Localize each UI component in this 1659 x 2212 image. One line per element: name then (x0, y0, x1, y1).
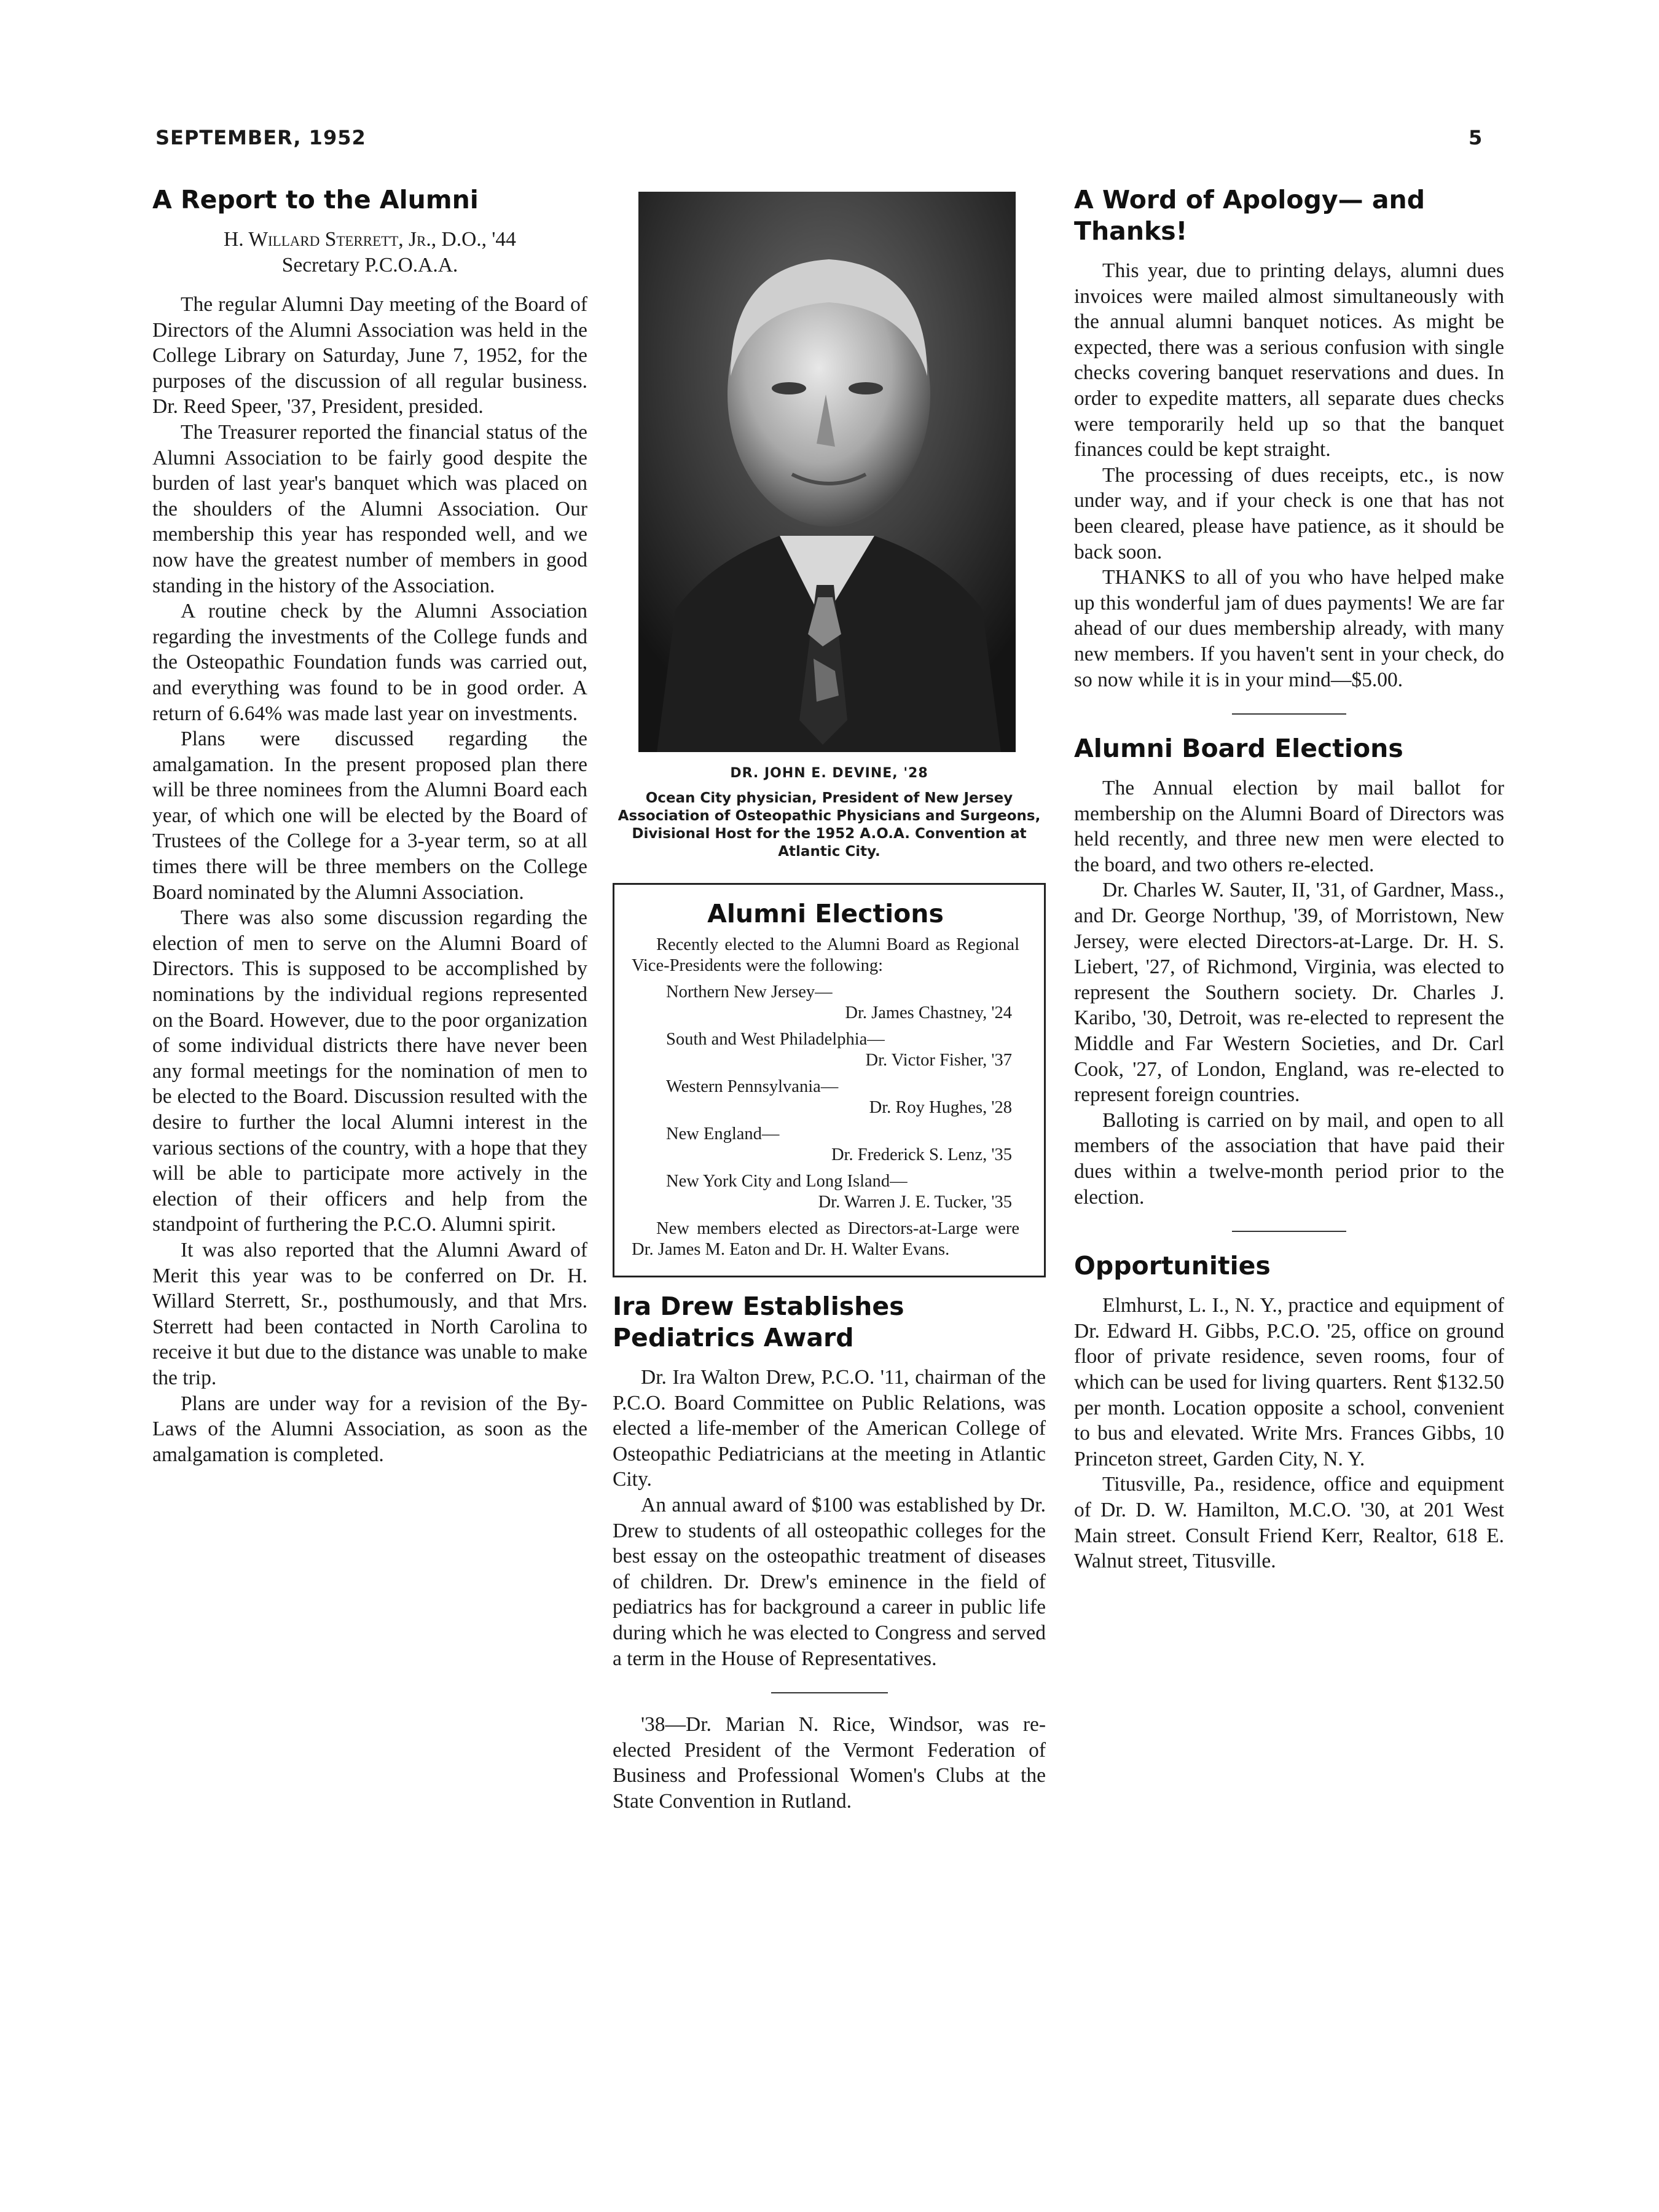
region-member: Dr. Frederick S. Lenz, '35 (831, 1145, 1012, 1164)
elections-title: Alumni Elections (707, 899, 944, 928)
region-member: Dr. James Chastney, '24 (845, 1003, 1012, 1022)
photo-caption: Ocean City physician, President of New Jersey Association of Osteopathic Physicians and Surgeons, Divisional Host for the 1952 A.O.A. Convention at Atlantic City. (618, 790, 1041, 860)
page-number: 5 (1469, 126, 1483, 149)
middle-column (613, 184, 1046, 1814)
portrait-photo (638, 192, 1016, 752)
region-entry (632, 1029, 1019, 1070)
portrait-illustration (638, 192, 1016, 752)
opportunities-title: Opportunities (1074, 1251, 1271, 1281)
drew-paragraph: Dr. Ira Walton Drew, P.C.O. '11, chairman of the P.C.O. Board Committee on Public Relations, was elected a life-member of the American College of Osteopathic Pediatricians at the meeting in Atlantic City. (613, 1366, 1046, 1491)
region-name: New England— (666, 1124, 780, 1143)
rice-note: '38—Dr. Marian N. Rice, Windsor, was re-elected President of the Vermont Federation of Business and Professional Women's Clubs at the State Convention in Rutland. (613, 1713, 1046, 1813)
apology-title: A Word of Apology— and Thanks! (1074, 185, 1426, 246)
report-paragraph: The regular Alumni Day meeting of the Board of Directors of the Alumni Association was held in the College Library on Saturday, June 7, 1952, for the purposes of the discussion of all regular business. Dr. Reed Speer, '37, President, presided. (152, 293, 587, 418)
report-paragraph: It was also reported that the Alumni Award of Merit this year was to be conferred on Dr. H. Willard Sterrett, Sr., posthumously, and that Mrs. Sterrett had been contacted in North Carolina to receive it but due to the distance was unable to make the trip. (152, 1238, 587, 1389)
region-entry (632, 1077, 1019, 1118)
report-article (152, 184, 587, 1467)
opportunities-paragraph: Titusville, Pa., residence, office and equipment of Dr. D. W. Hamilton, M.C.O. '30, at 201 West Main street. Consult Friend Kerr, Realtor, 618 E. Walnut street, Titusville. (1074, 1473, 1504, 1573)
report-paragraph: There was also some discussion regarding the election of men to serve on the Alumni Board of Directors. This is supposed to be accomplished by nominations by the individual regions represented on the Board. However, due to the poor organization of some individual districts there have never been any formal meetings for the nomination of men to be elected to the Board. Discussion resulted with the desire to further the local Alumni interest in the various sections of the country, with a hope that they will be able to participate more actively in the election of their officers and help from the standpoint of furthering the P.C.O. Alumni spirit. (152, 906, 587, 1236)
board-elections-paragraph: Dr. Charles W. Sauter, II, '31, of Gardner, Mass., and Dr. George Northup, '39, of Morristown, New Jersey, were elected Directors-at-Large. Dr. H. S. Liebert, '27, of Richmond, Virginia, was elected to represent the Southern society. Dr. Charles J. Karibo, '30, Detroit, was re-elected to represent the Middle and Far Western Societies, and Dr. Carl Cook, '27, of London, England, was re-elected to represent foreign countries. (1074, 879, 1504, 1107)
drew-title: Ira Drew Establishes Pediatrics Award (613, 1292, 904, 1352)
region-member: Dr. Victor Fisher, '37 (865, 1050, 1012, 1070)
apology-paragraph: THANKS to all of you who have helped make up this wonderful jam of dues payments! We are far ahead of our dues membership already, with many new members. If you haven't sent in your check, do so now while it is in your mind—$5.00. (1074, 566, 1504, 691)
elections-new-members: New members elected as Directors-at-Large were Dr. James M. Eaton and Dr. H. Walter Evans. (632, 1219, 1019, 1259)
drew-paragraph: An annual award of $100 was established by Dr. Drew to students of all osteopathic colleges for the best essay on the osteopathic treatment of diseases of children. Dr. Drew's eminence in the field of pediatrics has for background a career in public life during which he was elected to Congress and served a term in the House of Representatives. (613, 1493, 1046, 1670)
region-name: South and West Philadelphia— (666, 1030, 885, 1049)
report-paragraph: A routine check by the Alumni Association regarding the investments of the College funds and the Osteopathic Foundation funds was carried out, and everything was found to be in good order. A return of 6.64% was made last year on investments. (152, 600, 587, 725)
elections-intro: Recently elected to the Alumni Board as Regional Vice-Presidents were the following: (632, 935, 1019, 975)
board-elections-title: Alumni Board Elections (1074, 734, 1403, 764)
divider (1232, 1231, 1346, 1232)
divider (1232, 713, 1346, 715)
photo-name: DR. JOHN E. DEVINE, '28 (730, 766, 928, 781)
divider (771, 1692, 888, 1693)
report-byline (152, 227, 587, 278)
region-name: Northern New Jersey— (666, 982, 833, 1002)
report-paragraph: Plans were discussed regarding the amalgamation. In the present proposed plan there will be three nominees from the Alumni Board each year, of which one will be elected by the Board of Trustees of the College for a 3-year term, so at all times there will be three members on the College Board nominated by the Alumni Association. (152, 728, 587, 904)
region-member: Dr. Warren J. E. Tucker, '35 (818, 1192, 1012, 1212)
right-column (1074, 184, 1504, 1574)
region-member: Dr. Roy Hughes, '28 (869, 1097, 1012, 1117)
opportunities-paragraph: Elmhurst, L. I., N. Y., practice and equipment of Dr. Edward H. Gibbs, P.C.O. '25, office on ground floor of private residence, seven rooms, four of which can be used for living quarters. Rent $132.50 per month. Location opposite a school, convenient to bus and elevated. Write Mrs. Frances Gibbs, 10 Princeton street, Garden City, N. Y. (1074, 1294, 1504, 1470)
region-name: New York City and Long Island— (666, 1172, 908, 1191)
apology-paragraph: The processing of dues receipts, etc., is now under way, and if your check is one that has not been cleared, please have patience, as it should be back soon. (1074, 463, 1504, 563)
apology-paragraph: This year, due to printing delays, alumni dues invoices were mailed almost simultaneously with the annual alumni banquet notices. As might be expected, there was a serious confusion with single checks covering banquet reservations and dues. In order to expedite matters, all separate dues checks were temporarily held up so that the banquet finances could be kept straight. (1074, 259, 1504, 461)
region-entry (632, 1124, 1019, 1165)
report-paragraph: Plans are under way for a revision of the By-Laws of the Alumni Association, as soon as the amalgamation is completed. (152, 1392, 587, 1466)
region-entry (632, 1171, 1019, 1212)
report-title: A Report to the Alumni (152, 185, 479, 214)
region-entry (632, 982, 1019, 1023)
region-name: Western Pennsylvania— (666, 1077, 839, 1096)
board-elections-paragraph: Balloting is carried on by mail, and open to all members of the association that have paid their dues within a twelve-month period prior to the election. (1074, 1108, 1504, 1209)
alumni-elections-box (613, 883, 1046, 1277)
issue-date: SEPTEMBER, 1952 (155, 126, 366, 149)
report-author: H. Willard Sterrett, Jr., D.O., '44 (224, 228, 516, 251)
report-author-role: Secretary P.C.O.A.A. (281, 254, 458, 276)
board-elections-paragraph: The Annual election by mail ballot for membership on the Alumni Board of Directors was held recently, and three new men were elected to the board, and two others re-elected. (1074, 777, 1504, 876)
report-paragraph: The Treasurer reported the financial status of the Alumni Association to be fairly good despite the burden of last year's banquet which was placed on the shoulders of the Alumni Association. Our membership this year has responded well, and we now have the greatest number of members in good standing in the history of the Association. (152, 420, 587, 597)
